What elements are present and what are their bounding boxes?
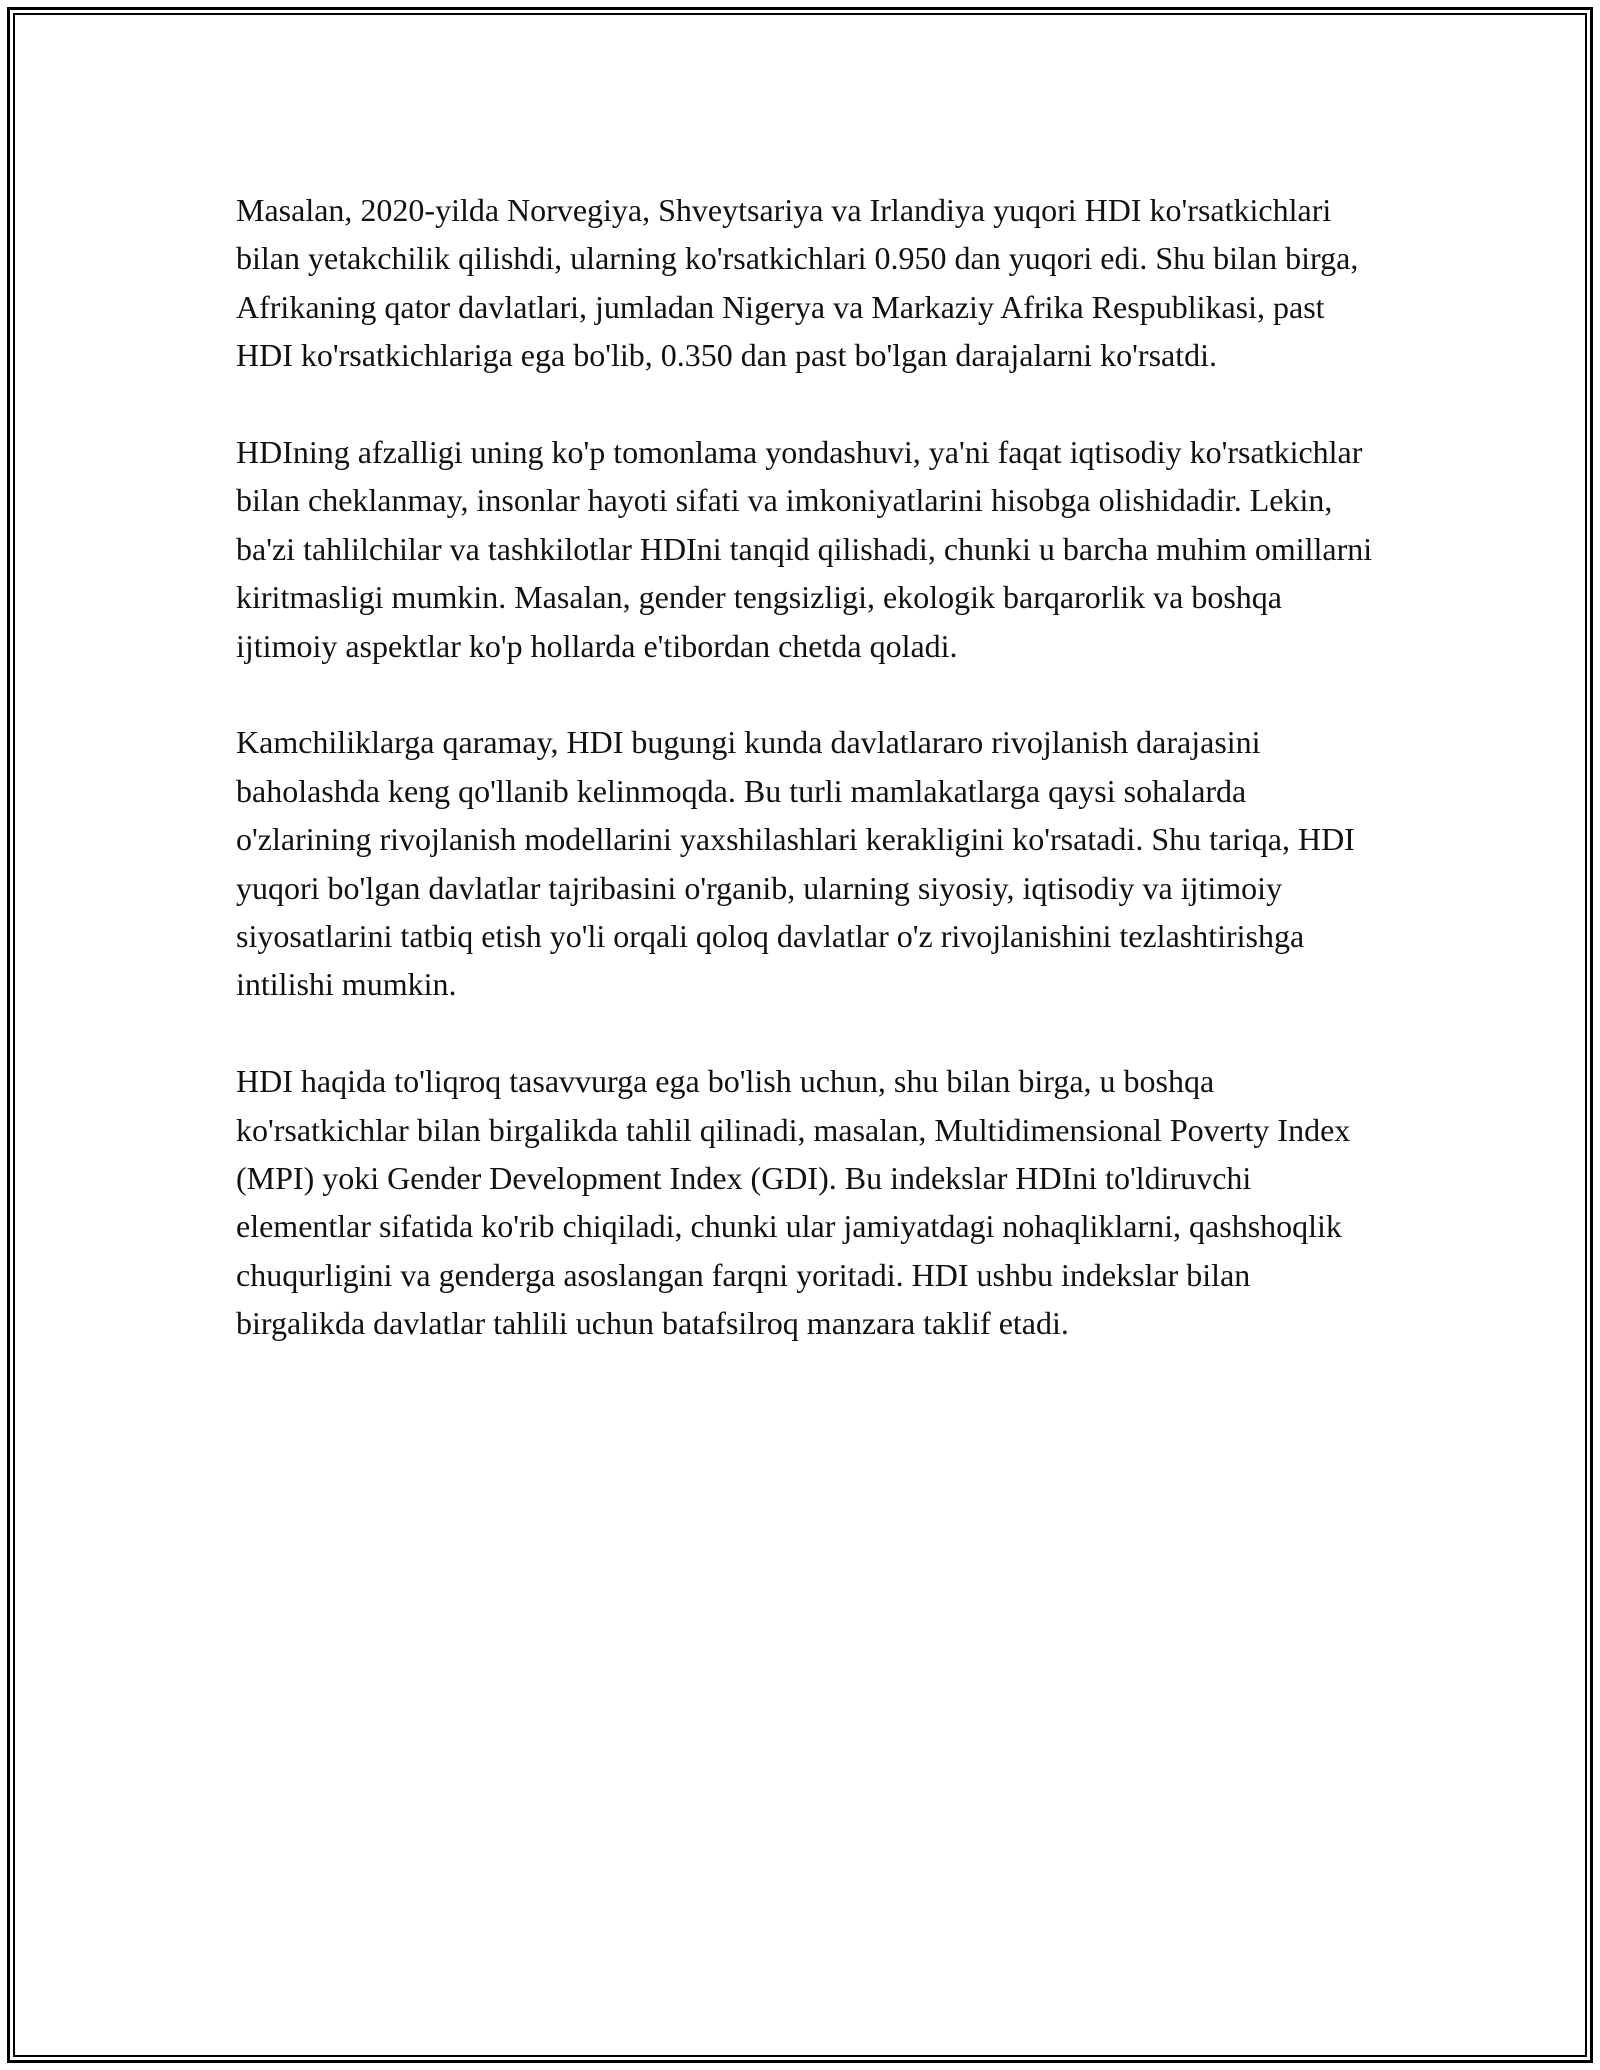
paragraph-2: HDIning afzalligi uning ko'p tomonlama yondashuvi, ya'ni faqat iqtisodiy ko'rsatkichlar bilan cheklanmay, insonlar hayoti sifati va imkoniyatlarini hisobga olishidadir. Lekin, ba'zi tahlilchilar va tashkilotlar HDIni tanqid qilishadi, chunki u barcha muhim omillarni kiritmasligi mumkin. Masalan, gender tengsizligi, ekologik barqarorlik va boshqa ijtimoiy aspektlar ko'p hollarda e'tibordan chetda qoladi.: [236, 434, 1373, 664]
document-body: [236, 186, 1376, 1396]
paragraph-4: HDI haqida to'liqroq tasavvurga ega bo'lish uchun, shu bilan birga, u boshqa ko'rsatkichlar bilan birgalikda tahlil qilinadi, masalan, Multidimensional Poverty Index (MPI) yoki Gender Development Index (GDI). Bu indekslar HDIni to'ldiruvchi elementlar sifatida ko'rib chiqiladi, chunki ular jamiyatdagi nohaqliklarni, qashshoqlik chuqurligini va genderga asoslangan farqni yoritadi. HDI ushbu indekslar bilan birgalikda davlatlar tahlili uchun batafsilroq manzara taklif etadi.: [236, 1063, 1351, 1342]
paragraph-3: Kamchiliklarga qaramay, HDI bugungi kunda davlatlararo rivojlanish darajasini baholashda keng qo'llanib kelinmoqda. Bu turli mamlakatlarga qaysi sohalarda o'zlarining rivojlanish modellarini yaxshilashlari kerakligini ko'rsatadi. Shu tariqa, HDI yuqori bo'lgan davlatlar tajribasini o'rganib, ularning siyosiy, iqtisodiy va ijtimoiy siyosatlarini tatbiq etish yo'li orqali qoloq davlatlar o'z rivojlanishini tezlashtirishga intilishi mumkin.: [236, 724, 1355, 1003]
paragraph-1: Masalan, 2020-yilda Norvegiya, Shveytsariya va Irlandiya yuqori HDI ko'rsatkichlari bilan yetakchilik qilishdi, ularning ko'rsatkichlari 0.950 dan yuqori edi. Shu bilan birga, Afrikaning qator davlatlari, jumladan Nigerya va Markaziy Afrika Respublikasi, past HDI ko'rsatkichlariga ega bo'lib, 0.350 dan past bo'lgan darajalarni ko'rsatdi.: [236, 192, 1359, 374]
